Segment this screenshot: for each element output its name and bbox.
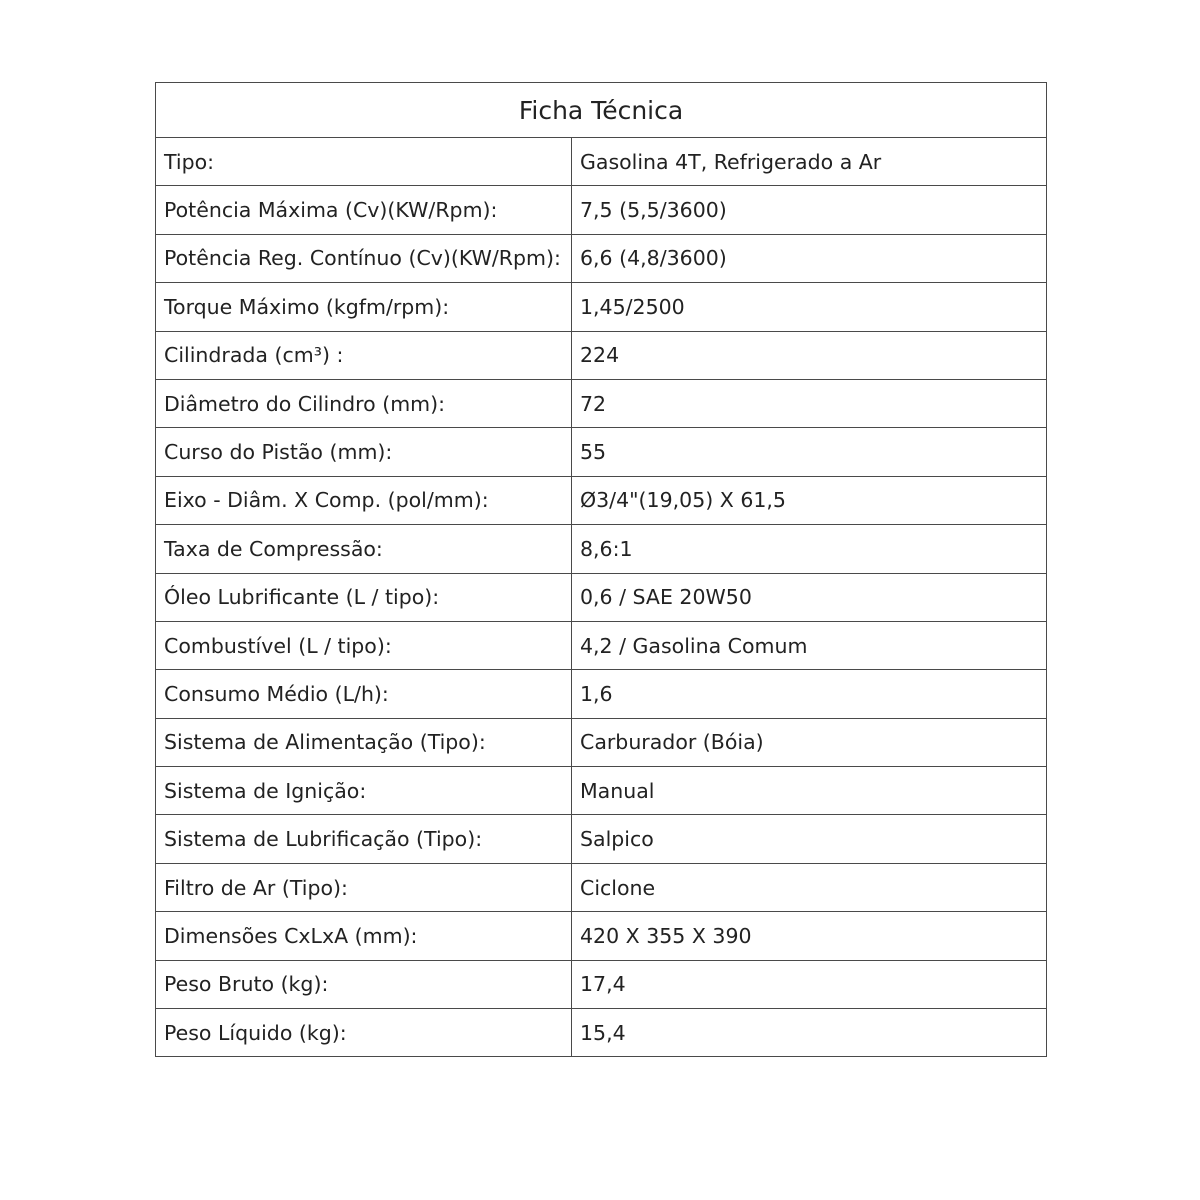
table-row (156, 621, 1047, 669)
spec-label: Potência Máxima (Cv)(KW/Rpm): (156, 186, 572, 234)
spec-label: Tipo: (156, 138, 572, 186)
table-row (156, 476, 1047, 524)
spec-value: Manual (572, 767, 1047, 815)
spec-label: Óleo Lubrificante (L / tipo): (156, 573, 572, 621)
table-row (156, 525, 1047, 573)
table-row (156, 186, 1047, 234)
table-row (156, 331, 1047, 379)
spec-value: 1,6 (572, 670, 1047, 718)
spec-label: Sistema de Ignição: (156, 767, 572, 815)
spec-value: Ciclone (572, 863, 1047, 911)
spec-label: Potência Reg. Contínuo (Cv)(KW/Rpm): (156, 234, 572, 282)
spec-value: 8,6:1 (572, 525, 1047, 573)
spec-value: 0,6 / SAE 20W50 (572, 573, 1047, 621)
table-row (156, 718, 1047, 766)
spec-label: Eixo - Diâm. X Comp. (pol/mm): (156, 476, 572, 524)
spec-label: Diâmetro do Cilindro (mm): (156, 379, 572, 427)
spec-value: 420 X 355 X 390 (572, 912, 1047, 960)
table-row (156, 767, 1047, 815)
spec-label: Peso Bruto (kg): (156, 960, 572, 1008)
spec-value: Ø3/4"(19,05) X 61,5 (572, 476, 1047, 524)
spec-value: 15,4 (572, 1009, 1047, 1057)
table-row (156, 1009, 1047, 1057)
table-row (156, 863, 1047, 911)
spec-value: 1,45/2500 (572, 283, 1047, 331)
spec-value: 17,4 (572, 960, 1047, 1008)
spec-value: 7,5 (5,5/3600) (572, 186, 1047, 234)
table-row (156, 379, 1047, 427)
table-row (156, 283, 1047, 331)
spec-label: Sistema de Lubrificação (Tipo): (156, 815, 572, 863)
spec-value: 6,6 (4,8/3600) (572, 234, 1047, 282)
table-title-row (156, 83, 1047, 138)
table-row (156, 573, 1047, 621)
spec-table (155, 82, 1047, 1057)
table-row (156, 815, 1047, 863)
spec-label: Filtro de Ar (Tipo): (156, 863, 572, 911)
spec-label: Combustível (L / tipo): (156, 621, 572, 669)
spec-value: Salpico (572, 815, 1047, 863)
spec-table-body (156, 83, 1047, 1057)
table-row (156, 234, 1047, 282)
spec-label: Cilindrada (cm³) : (156, 331, 572, 379)
spec-value: 55 (572, 428, 1047, 476)
table-row (156, 138, 1047, 186)
spec-label: Taxa de Compressão: (156, 525, 572, 573)
spec-label: Dimensões CxLxA (mm): (156, 912, 572, 960)
table-row (156, 912, 1047, 960)
spec-value: 4,2 / Gasolina Comum (572, 621, 1047, 669)
spec-label: Curso do Pistão (mm): (156, 428, 572, 476)
table-row (156, 960, 1047, 1008)
spec-label: Consumo Médio (L/h): (156, 670, 572, 718)
spec-value: Carburador (Bóia) (572, 718, 1047, 766)
spec-label: Sistema de Alimentação (Tipo): (156, 718, 572, 766)
spec-value: Gasolina 4T, Refrigerado a Ar (572, 138, 1047, 186)
spec-label: Torque Máximo (kgfm/rpm): (156, 283, 572, 331)
table-row (156, 670, 1047, 718)
spec-value: 224 (572, 331, 1047, 379)
table-row (156, 428, 1047, 476)
spec-label: Peso Líquido (kg): (156, 1009, 572, 1057)
spec-value: 72 (572, 379, 1047, 427)
table-title: Ficha Técnica (156, 83, 1047, 138)
